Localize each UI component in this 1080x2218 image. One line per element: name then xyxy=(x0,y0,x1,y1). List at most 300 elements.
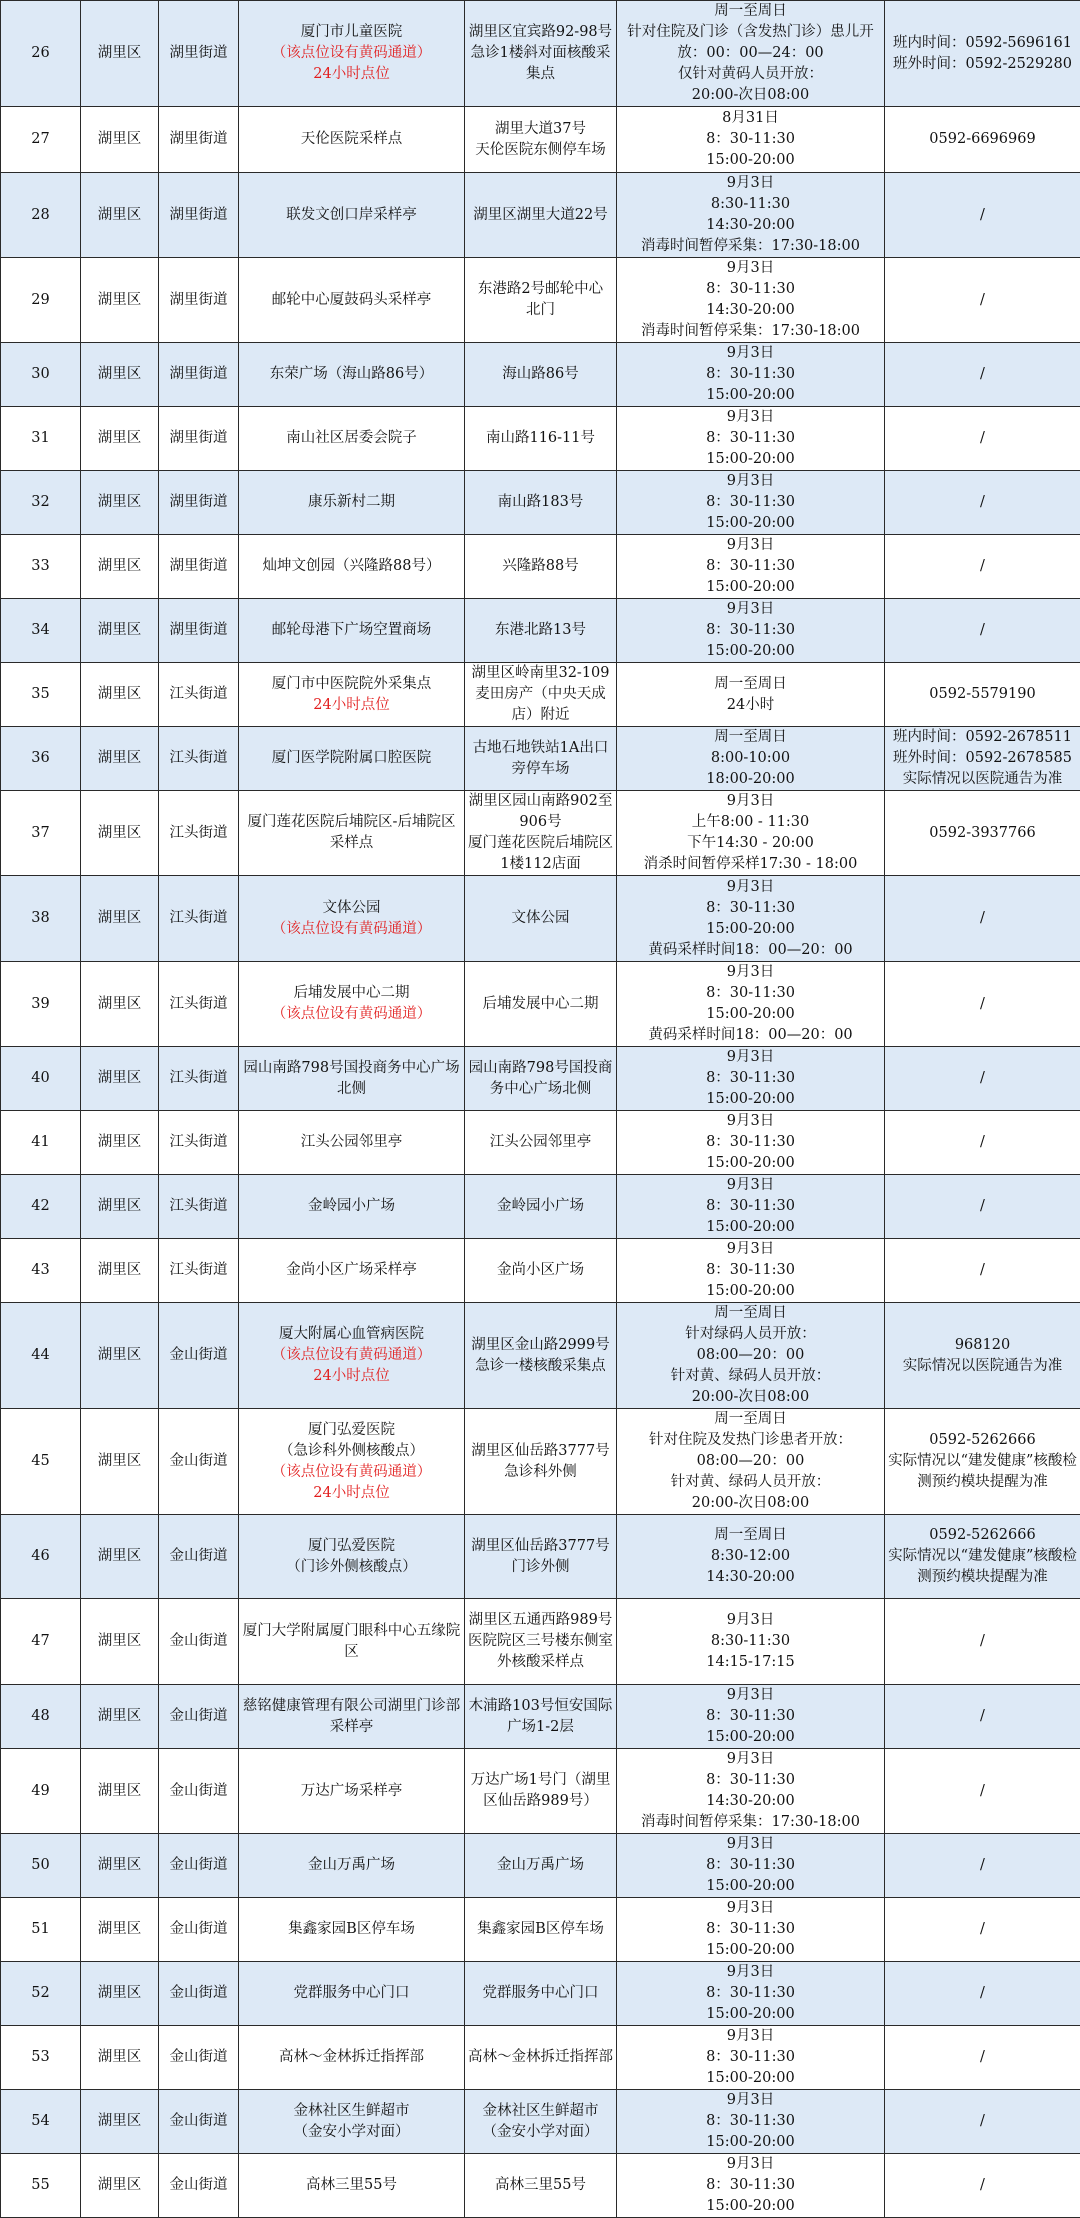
site-name-cell-line: 联发文创口岸采样亭 xyxy=(241,205,462,226)
contact-cell-line: / xyxy=(887,1631,1078,1652)
contact-cell xyxy=(885,2090,1080,2154)
opening-time-cell xyxy=(617,471,885,535)
address-cell-line: 木浦路103号恒安国际广场1-2层 xyxy=(467,1696,614,1738)
contact-cell-line: 0592-5262666 xyxy=(887,1525,1078,1546)
address-cell xyxy=(465,1685,617,1749)
yellow-code-note: （该点位设有黄码通道） xyxy=(241,1462,462,1483)
opening-time-cell xyxy=(617,1898,885,1962)
contact-cell xyxy=(885,1962,1080,2026)
contact-cell xyxy=(885,471,1080,535)
address-cell xyxy=(465,663,617,727)
table-row xyxy=(1,599,1080,663)
site-name-cell-line: 厦门大学附属厦门眼科中心五缘院区 xyxy=(241,1621,462,1663)
opening-time-cell-line: 15:00-20:00 xyxy=(619,449,882,470)
address-cell xyxy=(465,1111,617,1175)
site-name-cell xyxy=(239,1834,465,1898)
opening-time-cell xyxy=(617,1749,885,1834)
address-cell-line: 湖里区宜宾路92-98号 xyxy=(467,22,614,43)
address-cell xyxy=(465,407,617,471)
opening-time-cell-line: 8:30-11:30 xyxy=(619,194,882,215)
opening-time-cell xyxy=(617,663,885,727)
row-number-cell: 51 xyxy=(1,1898,81,1962)
site-name-cell-line: 高林三里55号 xyxy=(241,2175,462,2196)
row-number-cell: 39 xyxy=(1,962,81,1047)
opening-time-cell-line: 8：30-11:30 xyxy=(619,2175,882,2196)
site-name-cell-line: 厦门弘爱医院 xyxy=(241,1536,462,1557)
opening-time-cell xyxy=(617,2026,885,2090)
contact-cell-line: 0592-3937766 xyxy=(887,823,1078,844)
contact-cell xyxy=(885,1409,1080,1515)
row-number-cell: 31 xyxy=(1,407,81,471)
contact-cell-line: 0592-5262666 xyxy=(887,1430,1078,1451)
site-name-cell xyxy=(239,1409,465,1515)
site-name-cell-line: 金尚小区广场采样亭 xyxy=(241,1260,462,1281)
opening-time-cell-line: 08:00—20：00 xyxy=(619,1345,882,1366)
table-row xyxy=(1,1,1080,107)
site-name-cell xyxy=(239,599,465,663)
address-cell-line: 湖里大道37号 xyxy=(467,119,614,140)
contact-cell xyxy=(885,407,1080,471)
district-cell: 湖里区 xyxy=(81,791,159,876)
address-cell-line: 南山路116-11号 xyxy=(467,428,614,449)
site-name-cell-line: 金林社区生鲜超市 xyxy=(241,2101,462,2122)
opening-time-cell xyxy=(617,1834,885,1898)
contact-cell-line: / xyxy=(887,290,1078,311)
district-cell: 湖里区 xyxy=(81,876,159,962)
opening-time-cell-line: 针对黄、绿码人员开放： xyxy=(619,1472,882,1493)
contact-cell-line: 班内时间：0592-5696161 xyxy=(887,33,1078,54)
opening-time-cell-line: 9月3日 xyxy=(619,1175,882,1196)
contact-cell-line: / xyxy=(887,1132,1078,1153)
contact-cell xyxy=(885,791,1080,876)
row-number-cell: 55 xyxy=(1,2154,81,2218)
contact-cell-line: 0592-5579190 xyxy=(887,684,1078,705)
row-number-cell: 47 xyxy=(1,1599,81,1685)
address-cell-line: 厦门莲花医院后埔院区1楼112店面 xyxy=(467,833,614,875)
contact-cell xyxy=(885,535,1080,599)
opening-time-cell-line: 8：30-11:30 xyxy=(619,1983,882,2004)
contact-cell-line: 0592-6696969 xyxy=(887,129,1078,150)
district-cell: 湖里区 xyxy=(81,1175,159,1239)
address-cell-line: 北门 xyxy=(467,300,614,321)
address-cell-line: 园山南路798号国投商务中心广场北侧 xyxy=(467,1058,614,1100)
site-name-cell-line: 天伦医院采样点 xyxy=(241,129,462,150)
contact-cell xyxy=(885,1834,1080,1898)
row-number-cell: 29 xyxy=(1,258,81,343)
contact-cell xyxy=(885,1515,1080,1599)
opening-time-cell-line: 9月3日 xyxy=(619,2090,882,2111)
contact-cell-line: 班内时间：0592-2678511 xyxy=(887,727,1078,748)
district-cell: 湖里区 xyxy=(81,1111,159,1175)
site-name-cell-line: 东荣广场（海山路86号） xyxy=(241,364,462,385)
opening-time-cell-line: 9月3日 xyxy=(619,407,882,428)
site-name-cell-line: （金安小学对面） xyxy=(241,2122,462,2143)
opening-time-cell-line: 08:00—20：00 xyxy=(619,1451,882,1472)
opening-time-cell xyxy=(617,173,885,258)
opening-time-cell xyxy=(617,1515,885,1599)
row-number-cell: 41 xyxy=(1,1111,81,1175)
opening-time-cell xyxy=(617,107,885,173)
site-name-cell xyxy=(239,535,465,599)
opening-time-cell-line: 15:00-20:00 xyxy=(619,1727,882,1748)
opening-time-cell-line: 9月3日 xyxy=(619,173,882,194)
contact-cell-line: / xyxy=(887,428,1078,449)
address-cell xyxy=(465,1898,617,1962)
site-name-cell xyxy=(239,2090,465,2154)
address-cell-line: 急诊1楼斜对面核酸采集点 xyxy=(467,43,614,85)
street-cell: 金山街道 xyxy=(159,1898,239,1962)
contact-cell-line: / xyxy=(887,2111,1078,2132)
address-cell-line: 金山万禹广场 xyxy=(467,1855,614,1876)
contact-cell-line: / xyxy=(887,994,1078,1015)
district-cell: 湖里区 xyxy=(81,1239,159,1303)
contact-cell-line: 班外时间：0592-2529280 xyxy=(887,54,1078,75)
row-number-cell: 54 xyxy=(1,2090,81,2154)
address-cell-line: 高林～金林拆迁指挥部 xyxy=(467,2047,614,2068)
opening-time-cell-line: 周一至周日 xyxy=(619,727,882,748)
street-cell: 江头街道 xyxy=(159,727,239,791)
opening-time-cell-line: 8：30-11:30 xyxy=(619,1068,882,1089)
site-name-cell xyxy=(239,407,465,471)
address-cell xyxy=(465,343,617,407)
opening-time-cell-line: 15:00-20:00 xyxy=(619,150,882,171)
district-cell: 湖里区 xyxy=(81,962,159,1047)
table-row xyxy=(1,471,1080,535)
address-cell-line: 医院院区三号楼东侧室外核酸采样点 xyxy=(467,1631,614,1673)
row-number-cell: 40 xyxy=(1,1047,81,1111)
row-number-cell: 27 xyxy=(1,107,81,173)
district-cell: 湖里区 xyxy=(81,1834,159,1898)
site-name-cell xyxy=(239,1303,465,1409)
contact-cell xyxy=(885,962,1080,1047)
opening-time-cell-line: 周一至周日 xyxy=(619,1525,882,1546)
site-name-cell xyxy=(239,663,465,727)
table-row xyxy=(1,1834,1080,1898)
opening-time-cell-line: 8：30-11:30 xyxy=(619,2111,882,2132)
contact-cell xyxy=(885,2026,1080,2090)
street-cell: 湖里街道 xyxy=(159,535,239,599)
address-cell xyxy=(465,962,617,1047)
district-cell: 湖里区 xyxy=(81,1749,159,1834)
opening-time-cell-line: 8：30-11:30 xyxy=(619,2047,882,2068)
opening-time-cell xyxy=(617,1685,885,1749)
opening-time-cell-line: 15:00-20:00 xyxy=(619,1217,882,1238)
contact-cell-line: 班外时间：0592-2678585 xyxy=(887,748,1078,769)
address-cell-line: 高林三里55号 xyxy=(467,2175,614,2196)
address-cell-line: 湖里区金山路2999号 xyxy=(467,1335,614,1356)
opening-time-cell-line: 15:00-20:00 xyxy=(619,2004,882,2025)
table-row xyxy=(1,1239,1080,1303)
contact-cell-line: 实际情况以“建发健康”核酸检测预约模块提醒为准 xyxy=(887,1451,1078,1493)
contact-cell-line: / xyxy=(887,620,1078,641)
site-name-cell-line: 金岭园小广场 xyxy=(241,1196,462,1217)
table-row xyxy=(1,1047,1080,1111)
site-name-cell-line: 厦门莲花医院后埔院区-后埔院区采样点 xyxy=(241,812,462,854)
opening-time-cell-line: 9月3日 xyxy=(619,2154,882,2175)
street-cell: 湖里街道 xyxy=(159,173,239,258)
opening-time-cell-line: 8：30-11:30 xyxy=(619,1706,882,1727)
district-cell: 湖里区 xyxy=(81,1409,159,1515)
street-cell: 江头街道 xyxy=(159,962,239,1047)
table-row xyxy=(1,1749,1080,1834)
address-cell-line: 东港路2号邮轮中心 xyxy=(467,279,614,300)
site-name-cell-line: 厦大附属心血管病医院 xyxy=(241,1324,462,1345)
opening-time-cell xyxy=(617,1409,885,1515)
opening-time-cell xyxy=(617,2154,885,2218)
opening-time-cell-line: 9月3日 xyxy=(619,535,882,556)
opening-time-cell-line: 14:30-20:00 xyxy=(619,215,882,236)
address-cell-line: 南山路183号 xyxy=(467,492,614,513)
row-number-cell: 50 xyxy=(1,1834,81,1898)
address-cell xyxy=(465,471,617,535)
address-cell-line: 湖里区五通西路989号 xyxy=(467,1610,614,1631)
district-cell: 湖里区 xyxy=(81,2154,159,2218)
table-row xyxy=(1,1111,1080,1175)
opening-time-cell-line: 15:00-20:00 xyxy=(619,1876,882,1897)
table-row xyxy=(1,343,1080,407)
yellow-code-note: 24小时点位 xyxy=(241,1366,462,1387)
contact-cell xyxy=(885,876,1080,962)
contact-cell xyxy=(885,1239,1080,1303)
yellow-code-note: （该点位设有黄码通道） xyxy=(241,919,462,940)
opening-time-cell-line: 8：30-11:30 xyxy=(619,279,882,300)
opening-time-cell-line: 20:00-次日08:00 xyxy=(619,85,882,106)
opening-time-cell xyxy=(617,1599,885,1685)
opening-time-cell-line: 20:00-次日08:00 xyxy=(619,1493,882,1514)
contact-cell-line: / xyxy=(887,2175,1078,2196)
site-name-cell xyxy=(239,343,465,407)
site-name-cell-line: 康乐新村二期 xyxy=(241,492,462,513)
table-row xyxy=(1,663,1080,727)
contact-cell xyxy=(885,2154,1080,2218)
opening-time-cell-line: 8：30-11:30 xyxy=(619,620,882,641)
row-number-cell: 34 xyxy=(1,599,81,663)
table-row xyxy=(1,727,1080,791)
address-cell xyxy=(465,791,617,876)
opening-time-cell-line: 9月3日 xyxy=(619,471,882,492)
table-row xyxy=(1,1599,1080,1685)
street-cell: 江头街道 xyxy=(159,1239,239,1303)
street-cell: 金山街道 xyxy=(159,1685,239,1749)
site-name-cell xyxy=(239,1962,465,2026)
site-name-cell-line: 厦门医学院附属口腔医院 xyxy=(241,748,462,769)
opening-time-cell-line: 9月3日 xyxy=(619,1111,882,1132)
site-name-cell xyxy=(239,1685,465,1749)
street-cell: 金山街道 xyxy=(159,2154,239,2218)
contact-cell-line: / xyxy=(887,492,1078,513)
opening-time-cell xyxy=(617,727,885,791)
opening-time-cell xyxy=(617,1111,885,1175)
contact-cell xyxy=(885,1,1080,107)
opening-time-cell-line: 9月3日 xyxy=(619,1239,882,1260)
opening-time-cell xyxy=(617,791,885,876)
site-name-cell-line: 文体公园 xyxy=(241,898,462,919)
opening-time-cell-line: 14:15-17:15 xyxy=(619,1652,882,1673)
opening-time-cell-line: 15:00-20:00 xyxy=(619,577,882,598)
address-cell-line: 天伦医院东侧停车场 xyxy=(467,140,614,161)
site-name-cell-line: 后埔发展中心二期 xyxy=(241,983,462,1004)
opening-time-cell-line: 15:00-20:00 xyxy=(619,2132,882,2153)
site-name-cell xyxy=(239,258,465,343)
street-cell: 金山街道 xyxy=(159,1834,239,1898)
address-cell xyxy=(465,599,617,663)
opening-time-cell xyxy=(617,2090,885,2154)
contact-cell xyxy=(885,173,1080,258)
site-name-cell xyxy=(239,1749,465,1834)
street-cell: 江头街道 xyxy=(159,1175,239,1239)
address-cell xyxy=(465,535,617,599)
opening-time-cell-line: 针对住院及发热门诊患者开放： xyxy=(619,1430,882,1451)
contact-cell-line: / xyxy=(887,364,1078,385)
opening-time-cell-line: 8：30-11:30 xyxy=(619,1770,882,1791)
site-name-cell xyxy=(239,1,465,107)
site-name-cell xyxy=(239,471,465,535)
street-cell: 金山街道 xyxy=(159,1515,239,1599)
district-cell: 湖里区 xyxy=(81,1047,159,1111)
yellow-code-note: （该点位设有黄码通道） xyxy=(241,1345,462,1366)
address-cell-line: 金林社区生鲜超市 xyxy=(467,2101,614,2122)
district-cell: 湖里区 xyxy=(81,599,159,663)
contact-cell-line: / xyxy=(887,1919,1078,1940)
contact-cell xyxy=(885,107,1080,173)
opening-time-cell-line: 8：30-11:30 xyxy=(619,428,882,449)
table-row xyxy=(1,1409,1080,1515)
address-cell xyxy=(465,107,617,173)
table-row xyxy=(1,173,1080,258)
row-number-cell: 52 xyxy=(1,1962,81,2026)
contact-cell xyxy=(885,258,1080,343)
street-cell: 江头街道 xyxy=(159,663,239,727)
opening-time-cell-line: 黄码采样时间18：00—20：00 xyxy=(619,1025,882,1046)
site-name-cell-line: 集鑫家园B区停车场 xyxy=(241,1919,462,1940)
street-cell: 湖里街道 xyxy=(159,1,239,107)
opening-time-cell xyxy=(617,1,885,107)
address-cell-line: 湖里区仙岳路3777号 xyxy=(467,1441,614,1462)
contact-cell xyxy=(885,1685,1080,1749)
opening-time-cell-line: 8：30-11:30 xyxy=(619,983,882,1004)
site-name-cell-line: 灿坤文创园（兴隆路88号） xyxy=(241,556,462,577)
address-cell xyxy=(465,1749,617,1834)
contact-cell xyxy=(885,1898,1080,1962)
row-number-cell: 30 xyxy=(1,343,81,407)
contact-cell xyxy=(885,343,1080,407)
opening-time-cell-line: 周一至周日 xyxy=(619,674,882,695)
opening-time-cell-line: 9月3日 xyxy=(619,1898,882,1919)
opening-time-cell xyxy=(617,962,885,1047)
opening-time-cell-line: 8：30-11:30 xyxy=(619,1260,882,1281)
opening-time-cell-line: 9月3日 xyxy=(619,2026,882,2047)
contact-cell xyxy=(885,1749,1080,1834)
site-name-cell-line: （急诊科外侧核酸点） xyxy=(241,1441,462,1462)
site-name-cell-line: 高林～金林拆迁指挥部 xyxy=(241,2047,462,2068)
site-name-cell xyxy=(239,727,465,791)
opening-time-cell-line: 9月3日 xyxy=(619,1610,882,1631)
site-name-cell xyxy=(239,1175,465,1239)
opening-time-cell xyxy=(617,599,885,663)
row-number-cell: 36 xyxy=(1,727,81,791)
district-cell: 湖里区 xyxy=(81,535,159,599)
table-row xyxy=(1,1175,1080,1239)
address-cell xyxy=(465,1,617,107)
opening-time-cell xyxy=(617,1239,885,1303)
district-cell: 湖里区 xyxy=(81,2090,159,2154)
opening-time-cell-line: 仅针对黄码人员开放： xyxy=(619,64,882,85)
street-cell: 湖里街道 xyxy=(159,407,239,471)
district-cell: 湖里区 xyxy=(81,1962,159,2026)
opening-time-cell-line: 8：30-11:30 xyxy=(619,898,882,919)
street-cell: 湖里街道 xyxy=(159,258,239,343)
row-number-cell: 38 xyxy=(1,876,81,962)
opening-time-cell-line: 周一至周日 xyxy=(619,1,882,22)
yellow-code-note: （该点位设有黄码通道） xyxy=(241,1004,462,1025)
street-cell: 湖里街道 xyxy=(159,599,239,663)
street-cell: 金山街道 xyxy=(159,2090,239,2154)
street-cell: 金山街道 xyxy=(159,1599,239,1685)
opening-time-cell-line: 15:00-20:00 xyxy=(619,2196,882,2217)
opening-time-cell-line: 周一至周日 xyxy=(619,1303,882,1324)
opening-time-cell-line: 20:00-次日08:00 xyxy=(619,1387,882,1408)
opening-time-cell-line: 15:00-20:00 xyxy=(619,1940,882,1961)
site-name-cell xyxy=(239,2154,465,2218)
table-row xyxy=(1,258,1080,343)
address-cell xyxy=(465,1515,617,1599)
street-cell: 江头街道 xyxy=(159,876,239,962)
site-name-cell xyxy=(239,2026,465,2090)
site-name-cell xyxy=(239,876,465,962)
address-cell xyxy=(465,1599,617,1685)
site-name-cell xyxy=(239,791,465,876)
address-cell xyxy=(465,2154,617,2218)
address-cell xyxy=(465,1239,617,1303)
district-cell: 湖里区 xyxy=(81,1599,159,1685)
opening-time-cell xyxy=(617,258,885,343)
row-number-cell: 33 xyxy=(1,535,81,599)
opening-time-cell-line: 9月3日 xyxy=(619,791,882,812)
district-cell: 湖里区 xyxy=(81,2026,159,2090)
address-cell xyxy=(465,1409,617,1515)
opening-time-cell-line: 8：30-11:30 xyxy=(619,1132,882,1153)
address-cell-line: 急诊科外侧 xyxy=(467,1462,614,1483)
opening-time-cell xyxy=(617,1047,885,1111)
site-name-cell-line: 江头公园邻里亭 xyxy=(241,1132,462,1153)
opening-time-cell-line: 9月3日 xyxy=(619,1962,882,1983)
table-row xyxy=(1,535,1080,599)
contact-cell xyxy=(885,1303,1080,1409)
opening-time-cell-line: 消毒时间暂停采集：17:30-18:00 xyxy=(619,236,882,257)
table-row xyxy=(1,1515,1080,1599)
row-number-cell: 32 xyxy=(1,471,81,535)
yellow-code-note: （该点位设有黄码通道） xyxy=(241,43,462,64)
opening-time-cell xyxy=(617,1962,885,2026)
table-row xyxy=(1,962,1080,1047)
opening-time-cell-line: 15:00-20:00 xyxy=(619,385,882,406)
opening-time-cell-line: 8:30-12:00 xyxy=(619,1546,882,1567)
row-number-cell: 26 xyxy=(1,1,81,107)
opening-time-cell-line: 14:30-20:00 xyxy=(619,1791,882,1812)
address-cell xyxy=(465,173,617,258)
opening-time-cell-line: 15:00-20:00 xyxy=(619,1281,882,1302)
contact-cell xyxy=(885,727,1080,791)
street-cell: 金山街道 xyxy=(159,1409,239,1515)
row-number-cell: 44 xyxy=(1,1303,81,1409)
opening-time-cell-line: 9月3日 xyxy=(619,343,882,364)
district-cell: 湖里区 xyxy=(81,173,159,258)
street-cell: 江头街道 xyxy=(159,791,239,876)
site-name-cell xyxy=(239,173,465,258)
address-cell xyxy=(465,1303,617,1409)
address-cell xyxy=(465,876,617,962)
site-name-cell-line: 园山南路798号国投商务中心广场北侧 xyxy=(241,1058,462,1100)
